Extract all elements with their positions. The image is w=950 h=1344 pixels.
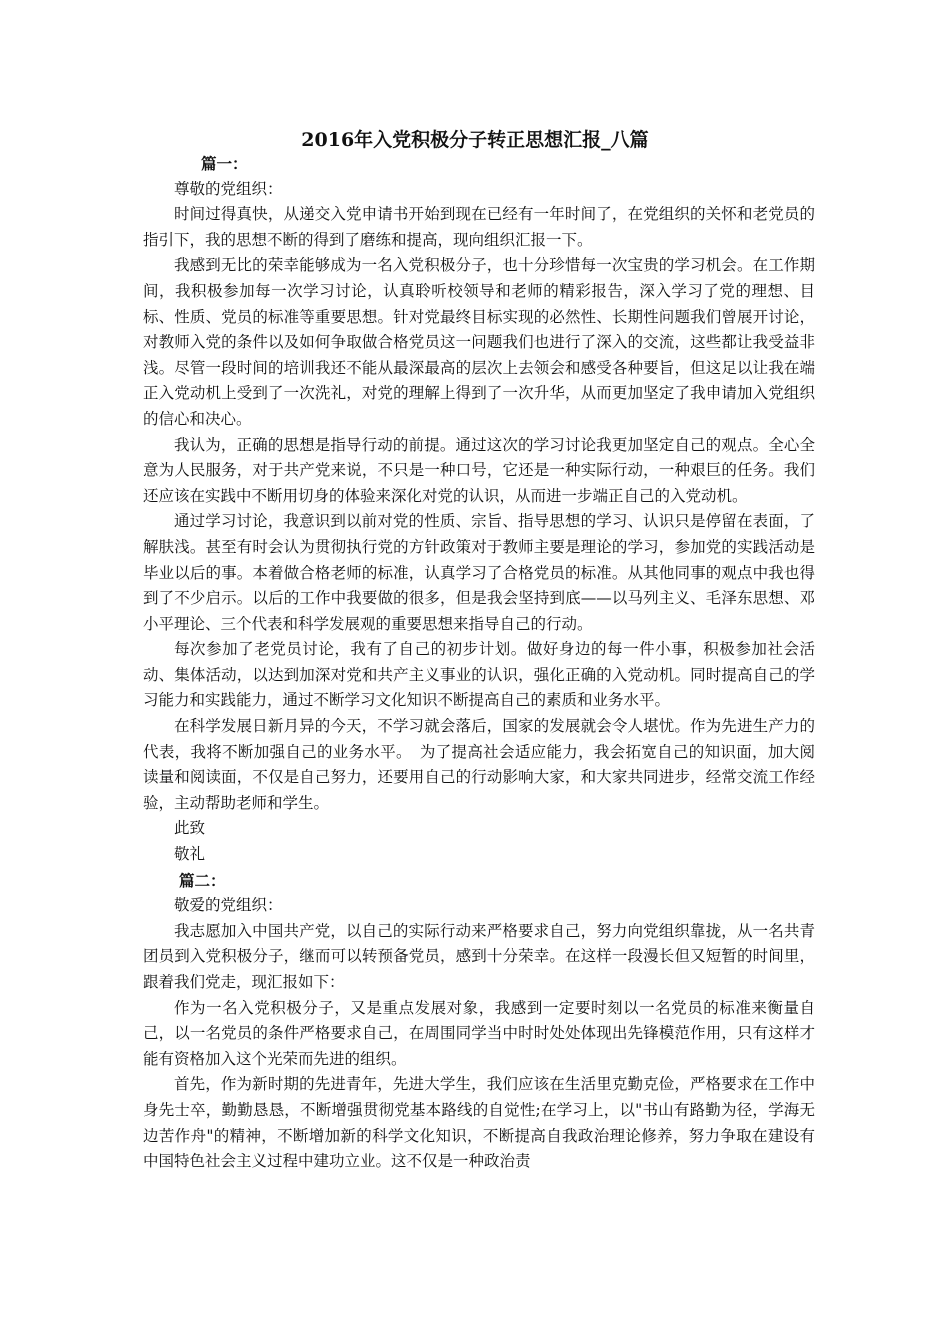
section-heading: 篇二： [179,870,226,890]
closing-line: 此致 [174,819,206,838]
salutation: 尊敬的党组织： [174,179,283,198]
document-title: 2016年入党积极分子转正思想汇报_八篇 [301,129,649,151]
paragraph: 我感到无比的荣幸能够成为一名入党积极分子，也十分珍惜每一次宝贵的学习机会。在工作期间，我积极参加每一次学习讨论，认真聆听校领导和老师的精彩报告，深入学习了党的理想、目标、性质、党员的标准等重要思想。针对党最终目标实现的必然性、长期性问题我们曾展开讨论，对教师入党的条件以及如何争取做合格党员这一问题我们也进行了深入的交流，这些都让我受益非浅。尽管一段时间的培训我还不能从最深最高的层次上去领会和感受各种要旨，但这足以让我在端正入党动机上受到了一次洗礼，对党的理解上得到了一次升华，从而更加坚定了我申请加入党组织的信心和决心。 [143,256,815,428]
salutation: 敬爱的党组织： [174,896,283,915]
paragraph: 时间过得真快，从递交入党申请书开始到现在已经有一年时间了，在党组织的关怀和老党员的指引下，我的思想不断的得到了磨练和提高，现向组织汇报一下。 [143,205,815,249]
paragraph: 通过学习讨论，我意识到以前对党的性质、宗旨、指导思想的学习、认识只是停留在表面，了解肤浅。甚至有时会认为贯彻执行党的方针政策对于教师主要是理论的学习，参加党的实践活动是毕业以后的事。本着做合格老师的标准，认真学习了合格党员的标准。从其他同事的观点中我也得到了不少启示。以后的工作中我要做的很多，但是我会坚持到底——以马列主义、毛泽东思想、邓小平理论、三个代表和科学发展观的重要思想来指导自己的行动。 [143,512,815,633]
section-heading: 篇一： [201,154,248,173]
document-body [143,151,815,1175]
closing-line: 敬礼 [174,845,206,864]
paragraph: 我认为，正确的思想是指导行动的前提。通过这次的学习讨论我更加坚定自己的观点。全心全意为人民服务，对于共产党来说，不只是一种口号，它还是一种实际行动，一种艰巨的任务。我们还应该在实践中不断用切身的体验来深化对党的认识，从而进一步端正自己的入党动机。 [143,435,815,505]
paragraph: 每次参加了老党员讨论，我有了自己的初步计划。做好身边的每一件小事，积极参加社会活动、集体活动，以达到加深对党和共产主义事业的认识，强化正确的入党动机。同时提高自己的学习能力和实践能力，通过不断学习文化知识不断提高自己的素质和业务水平。 [143,640,815,710]
paragraph: 在科学发展日新月异的今天，不学习就会落后，国家的发展就会令人堪忧。作为先进生产力的代表，我将不断加强自己的业务水平。 为了提高社会适应能力，我会拓宽自己的知识面，加大阅读量和阅读面，不仅是自己努力，还要用自己的行动影响大家，和大家共同进步，经常交流工作经验，主动帮助老师和学生。 [143,717,815,812]
paragraph: 作为一名入党积极分子，又是重点发展对象，我感到一定要时刻以一名党员的标准来衡量自己，以一名党员的条件严格要求自己，在周围同学当中时时处处体现出先锋模范作用，只有这样才能有资格加入这个光荣而先进的组织。 [143,998,815,1068]
paragraph: 我志愿加入中国共产党，以自己的实际行动来严格要求自己，努力向党组织靠拢，从一名共青团员到入党积极分子，继而可以转预备党员，感到十分荣幸。在这样一段漫长但又短暂的时间里，跟着我们党走，现汇报如下： [143,921,815,991]
paragraph: 首先，作为新时期的先进青年，先进大学生，我们应该在生活里克勤克俭，严格要求在工作中身先士卒，勤勤恳恳，不断增强贯彻党基本路线的自觉性;在学习上，以"书山有路勤为径，学海无边苦作舟"的精神，不断增加新的科学文化知识，不断提高自我政治理论修养，努力争取在建设有中国特色社会主义过程中建功立业。这不仅是一种政治责 [143,1075,815,1171]
